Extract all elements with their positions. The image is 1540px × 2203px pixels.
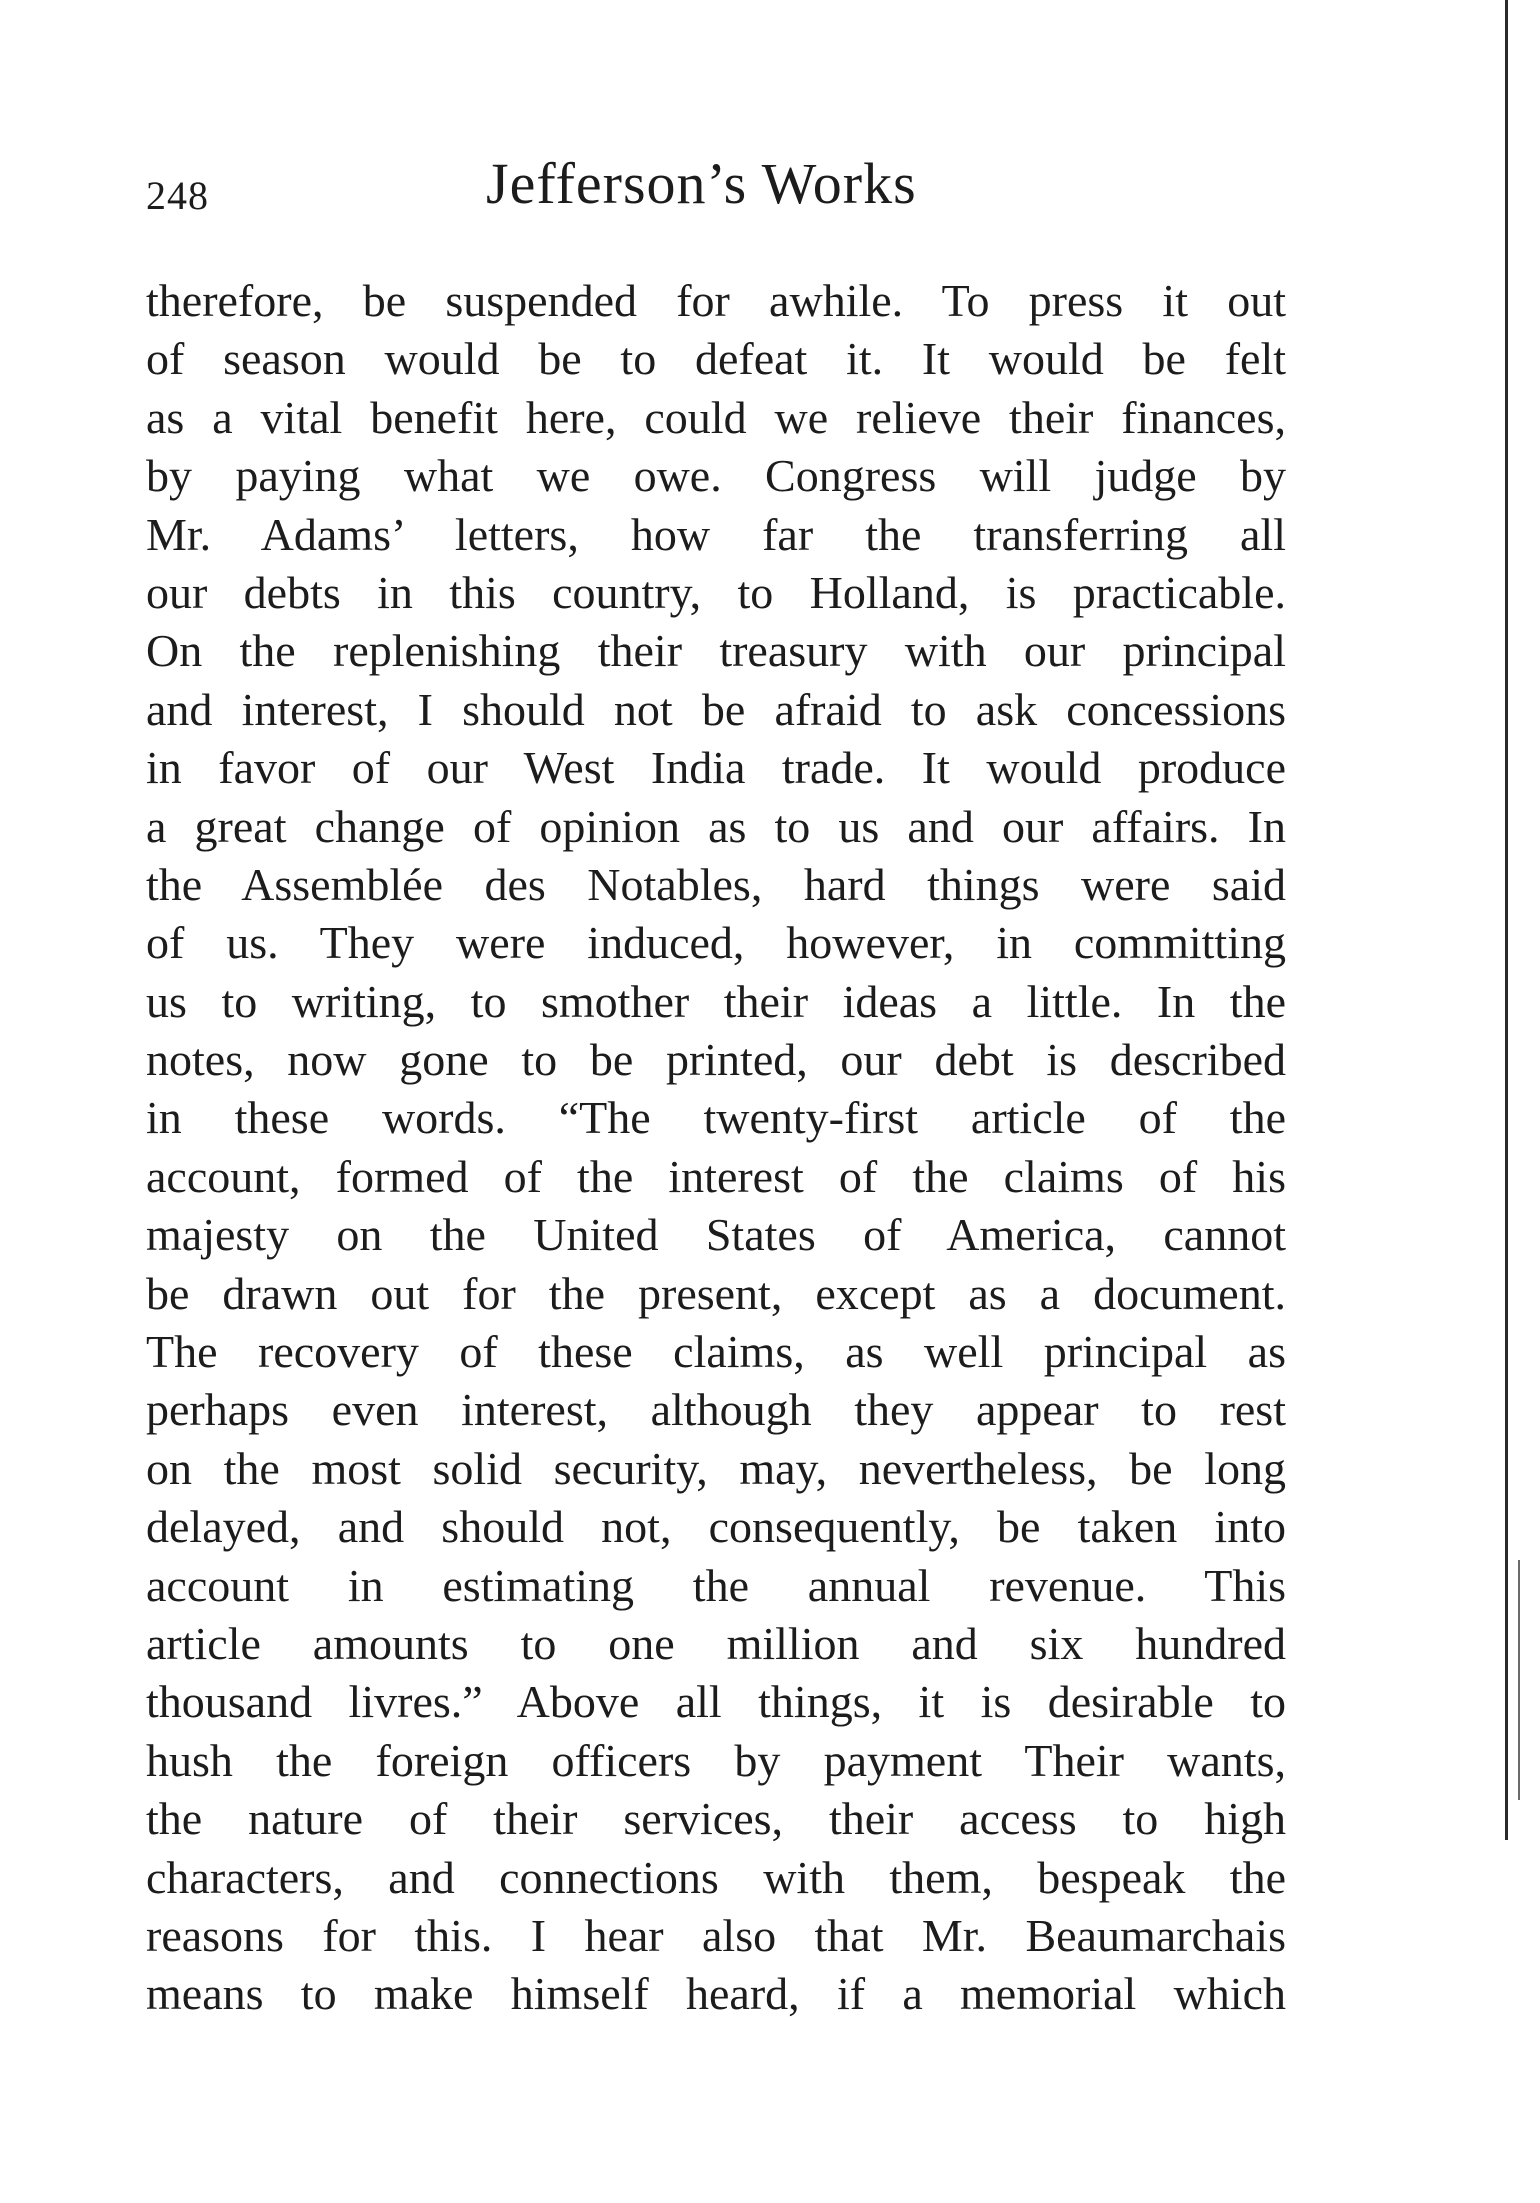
text-line: in favor of our West India trade. It would produce [146,742,1286,794]
page-edge-line [1505,0,1508,1840]
page-header [146,150,1286,230]
text-line: means to make himself heard, if a memorial which [146,1968,1286,2020]
text-line: notes, now gone to be printed, our debt is described [146,1034,1286,1086]
text-line: Mr. Adams’ letters, how far the transferring all [146,508,1286,560]
text-line: and interest, I should not be afraid to ask concessions [146,683,1286,735]
text-line: of season would be to defeat it. It would be felt [146,333,1286,385]
text-line: therefore, be suspended for awhile. To press it out [146,275,1286,326]
text-line: perhaps even interest, although they appear to rest [146,1384,1286,1436]
text-line: reasons for this. I hear also that Mr. Beaumarchais [146,1909,1286,1961]
text-line: the nature of their services, their access to high [146,1793,1286,1845]
text-line: majesty on the United States of America, cannot [146,1209,1286,1261]
text-line: on the most solid security, may, nevertheless, be long [146,1442,1286,1494]
page-number: 248 [146,173,209,218]
text-line: article amounts to one million and six hundred [146,1617,1286,1669]
text-line: the Assemblée des Notables, hard things were said [146,858,1286,910]
text-line: account in estimating the annual revenue. This [146,1559,1286,1611]
text-line: by paying what we owe. Congress will judge by [146,450,1286,502]
running-title: Jefferson’s Works [486,151,917,216]
text-line: On the replenishing their treasury with our principal [146,625,1286,677]
text-line: thousand livres.” Above all things, it is desirable to [146,1676,1286,1728]
text-line: account, formed of the interest of the claims of his [146,1150,1286,1202]
text-line: in these words. “The twenty-first article of the [146,1092,1286,1144]
text-line: delayed, and should not, consequently, be taken into [146,1501,1286,1553]
page-edge-shadow [1518,1560,1520,1800]
text-line: a great change of opinion as to us and our affairs. In [146,800,1286,852]
text-line: our debts in this country, to Holland, is practicable. [146,566,1286,618]
text-line: The recovery of these claims, as well principal as [146,1326,1286,1378]
text-line: characters, and connections with them, bespeak the [146,1851,1286,1903]
body-text [146,272,1286,2024]
text-line: hush the foreign officers by payment Their wants, [146,1734,1286,1786]
text-line: of us. They were induced, however, in committing [146,917,1286,969]
text-line: us to writing, to smother their ideas a little. In the [146,975,1286,1027]
text-line: as a vital benefit here, could we relieve their finances, [146,391,1286,443]
text-line: be drawn out for the present, except as a document. [146,1267,1286,1319]
